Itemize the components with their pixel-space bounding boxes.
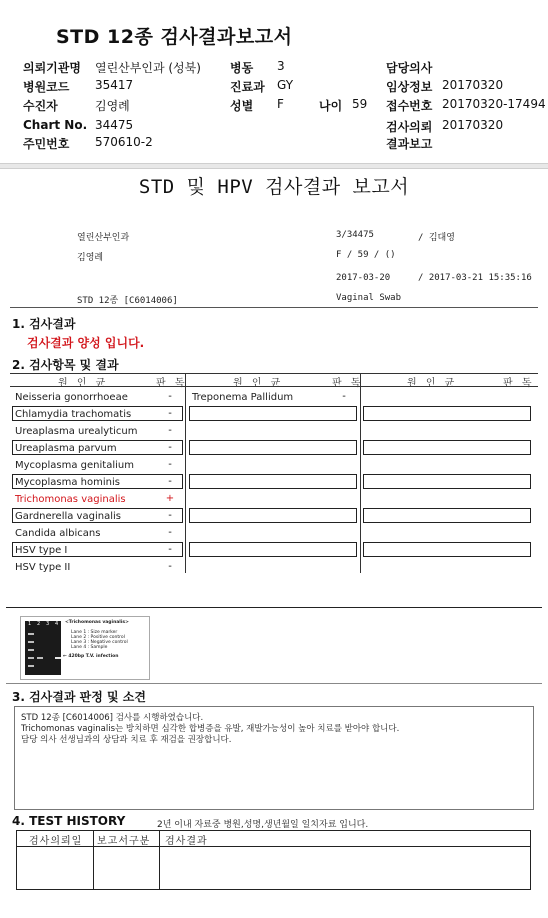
value-resident-no: 570610-2 [95,135,153,149]
section-4-title: 4. TEST HISTORY [12,814,126,828]
organism-result: - [168,476,172,487]
col-organism-1: 원 인 균 [58,378,109,389]
history-column-divider [93,831,94,889]
organism-result: - [168,442,172,453]
col-result-3: 판 독 [503,378,535,389]
report-date-received: 2017-03-20 [336,273,391,283]
gel-band [28,633,34,635]
label-doctor: 담당의사 [386,61,433,75]
gel-band-label: ← 420bp T.V. infection [63,654,119,659]
table-row-box [363,474,531,489]
lane-number: 3 [46,621,50,627]
history-col-report-type: 보고서구분 [97,836,151,847]
opinion-box [14,706,534,810]
report-hospital: 열린산부인과 [77,233,130,243]
value-age: 59 [352,97,368,111]
divider [6,607,542,608]
report-title: STD 및 HPV 검사결과 보고서 [138,176,410,198]
gel-legend-line: Lane 4 : Sample [71,645,108,650]
organism-name: Neisseria gonorrhoeae [15,392,128,403]
report-date-reported: / 2017-03-21 15:35:16 [418,273,532,283]
gel-band [28,649,34,651]
organism-name: Mycoplasma hominis [15,477,120,488]
organism-name: Trichomonas vaginalis [15,494,126,505]
value-hospital-code: 35417 [95,78,134,92]
gel-electrophoresis-image [20,616,150,680]
header-title: STD 12종 검사결과보고서 [56,26,293,48]
table-row-box [363,440,531,455]
label-age: 나이 [319,99,343,113]
table-row-box [363,542,531,557]
organism-result: - [168,527,172,538]
history-column-divider [159,831,160,889]
organism-name: HSV type I [15,545,68,556]
opinion-line: 담당 의사 선생님과의 상담과 치료 후 재검을 권장합니다. [21,735,232,745]
table-row-box [189,406,357,421]
table-row-box [189,474,357,489]
organism-result: - [168,544,172,555]
organism-treponema-pallidum: Treponema Pallidum [192,392,294,403]
gel-legend-line: Lane 2 : Positive control [71,635,125,640]
label-chart-no: Chart No. [23,118,88,132]
value-sex: F [277,97,284,111]
label-result-report: 결과보고 [386,137,433,151]
value-chart-no: 34475 [95,118,134,132]
section-2-title: 2. 검사항목 및 결과 [12,358,119,372]
organism-result: - [168,459,172,470]
gel-photo [25,621,61,675]
section-1-title: 1. 검사결과 [12,317,76,331]
label-sex: 성별 [230,99,254,113]
label-hospital-code: 병원코드 [23,80,70,94]
lane-number: 1 [28,621,32,627]
table-row-box [189,508,357,523]
label-request-date: 검사의뢰 [386,120,433,134]
value-ward: 3 [277,59,285,73]
organism-name: Mycoplasma genitalium [15,460,134,471]
section-3-title: 3. 검사결과 판정 및 소견 [12,690,146,704]
divider [10,307,538,308]
gel-band [28,641,34,643]
report-test-code: STD 12종 [C6014006] [77,296,178,306]
label-ward: 병동 [230,61,254,75]
result-summary: 검사결과 양성 입니다. [27,336,145,350]
label-receipt-no: 접수번호 [386,99,433,113]
organism-result: - [168,408,172,419]
report-specimen: Vaginal Swab [336,293,402,303]
organism-name: Candida albicans [15,528,101,539]
table-row-box [189,440,357,455]
gel-legend-line: Lane 3 : Negative control [71,640,128,645]
organism-name: HSV type II [15,562,71,573]
organism-name: Gardnerella vaginalis [15,511,121,522]
divider [6,683,542,684]
header-separator [0,163,548,169]
value-patient: 김영례 [95,99,130,113]
opinion-line: Trichomonas vaginalis는 방치하면 심각한 합병증을 유발, 재발가능성이 높아 치료를 받아야 합니다. [21,724,400,734]
result-treponema-pallidum: - [342,391,346,402]
col-organism-2: 원 인 균 [233,378,284,389]
table-row-box [189,542,357,557]
gel-band [55,657,61,659]
value-clinical-info: 20170320 [442,78,504,92]
value-department: GY [277,78,294,92]
label-clinical-info: 임상정보 [386,80,433,94]
organism-result: - [168,510,172,521]
table-row-box [363,406,531,421]
organism-name: Ureaplasma parvum [15,443,117,454]
gel-band [37,657,43,659]
lane-number: 4 [55,621,59,627]
history-note: 2년 이내 자료중 병원,성명,생년월일 일치자료 입니다. [157,820,369,830]
lane-number: 2 [37,621,41,627]
value-request-date: 20170320 [442,118,504,132]
report-patient: 김영례 [77,253,104,263]
col-organism-3: 원 인 균 [407,378,458,389]
results-table-header [10,373,538,387]
table-row-box [363,508,531,523]
col-result-1: 판 독 [156,378,188,389]
organism-result: - [168,425,172,436]
value-receipt-no: 20170320-17494 [442,97,546,111]
history-table [16,830,531,890]
organism-result: - [168,391,172,402]
organism-name: Chlamydia trachomatis [15,409,132,420]
gel-legend-line: Lane 1 : Size marker [71,630,118,635]
history-col-result: 검사결과 [165,836,208,847]
gel-band [28,665,34,667]
label-resident-no: 주민번호 [23,137,70,151]
report-doctor: / 김대영 [418,233,455,243]
organism-result: - [168,561,172,572]
value-institution: 열린산부인과 (성북) [95,61,201,75]
column-divider [360,373,361,573]
organism-name: Ureaplasma urealyticum [15,426,138,437]
report-chart: 3/34475 [336,230,374,240]
column-divider [185,373,186,573]
label-department: 진료과 [230,80,265,94]
opinion-line: STD 12종 [C6014006] 검사를 시행하였습니다. [21,713,204,723]
gel-band [28,657,34,659]
col-result-2: 판 독 [332,378,364,389]
label-institution: 의뢰기관명 [23,61,81,75]
report-sex-age: F / 59 / () [336,250,396,260]
label-patient: 수진자 [23,99,58,113]
gel-caption-title: <Trichomonas vaginalis> [65,620,129,625]
history-col-request-date: 검사의뢰일 [29,836,83,847]
organism-result: + [165,493,175,504]
